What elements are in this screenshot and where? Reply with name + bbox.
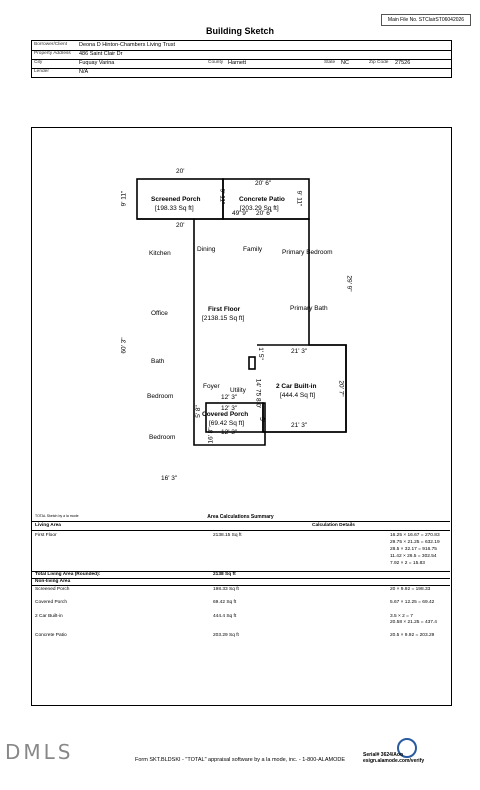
- dim-garage-width-bottom: 21' 3": [291, 422, 308, 429]
- screened-porch-label: Screened Porch: [151, 196, 201, 203]
- borrower-value: Deona D Hinton-Chambers Living Trust: [79, 42, 175, 48]
- state-label: State: [324, 60, 336, 65]
- lender-value: N/A: [79, 69, 89, 75]
- address-value: 486 Saint Clair Dr: [79, 51, 123, 57]
- room-kitchen: Kitchen: [149, 250, 171, 257]
- city-value: Fuquay Varina: [79, 60, 115, 66]
- total-value: 2138 Sq ft: [213, 572, 236, 577]
- room-bedroom-2: Bedroom: [149, 434, 176, 441]
- col-calc: Calculation Details: [312, 523, 355, 528]
- row-name: Screened Porch: [35, 587, 70, 592]
- calc-line: 29.75 × 21.25 = 632.19: [390, 540, 440, 545]
- dim-porch-width: 20': [176, 168, 185, 175]
- calc-line: 7.92 × 2 = 15.83: [390, 561, 425, 566]
- col-living: Living Area: [35, 523, 61, 528]
- first-floor-label: First Floor: [208, 306, 241, 313]
- row-area: 69.42 Sq ft: [213, 600, 237, 605]
- dim-garage-left: 14' 75 8.0': [254, 378, 262, 409]
- dim-patio-width: 20' 6": [255, 180, 272, 187]
- calc-line: 28.5 × 32.17 = 916.75: [390, 547, 437, 552]
- dim-bottom-width: 16' 3": [161, 475, 178, 482]
- row-name: Concrete Patio: [35, 633, 67, 638]
- dim-porch-bottom: 12' 3": [221, 429, 238, 436]
- serial-block: [363, 752, 424, 764]
- room-primary-bedroom: Primary Bedroom: [282, 249, 333, 256]
- address-label: Property Address: [34, 51, 71, 56]
- room-dining: Dining: [197, 246, 216, 253]
- dim-porch-depth: 9' 11": [120, 190, 128, 207]
- covered-porch-area: [69.42 Sq ft]: [209, 420, 245, 427]
- garage-label: 2 Car Built-in: [276, 383, 317, 390]
- page-title: Building Sketch: [205, 26, 274, 36]
- dim-left-side: 60' 3": [120, 337, 128, 354]
- area-summary-title: Area Calculations Summary: [207, 514, 274, 520]
- dim-garage-depth: 20' 7": [337, 380, 345, 397]
- city-label: City: [34, 60, 43, 65]
- row-calc: 20.58 × 21.25 = 437.4: [390, 620, 437, 625]
- dmls-watermark: DMLS: [5, 740, 74, 764]
- sketch-note: TOTAL Sketch by a la mode: [35, 514, 79, 518]
- serial-number: Serial# 3624/Aoo: [363, 752, 404, 758]
- first-floor-area-value: 2138.15 Sq ft: [213, 533, 242, 538]
- dim-bedroom-depth: 16' 8": [207, 427, 215, 444]
- dim-porch-right: 5': [257, 417, 265, 422]
- dim-jog: 1' 5": [256, 347, 264, 360]
- room-utility: Utility: [230, 387, 246, 394]
- calc-line: 16.25 × 16.67 = 270.83: [390, 533, 440, 538]
- row-calc: 3.5 × 2 = 7: [390, 614, 413, 619]
- dim-porch-depth: 5' 8": [194, 405, 202, 418]
- row-calc: 20.5 × 9.92 = 203.29: [390, 633, 435, 638]
- stair-box: [249, 357, 255, 369]
- zip-label: Zip Code: [369, 60, 389, 65]
- row-calc: 20 × 9.92 = 198.33: [390, 587, 431, 592]
- zip-value: 27526: [395, 60, 411, 66]
- row-area: 444.4 Sq ft: [213, 614, 237, 619]
- verify-link[interactable]: esign.alamode.com/verify: [363, 758, 425, 764]
- calc-line: 11.42 × 26.5 = 302.54: [390, 554, 437, 559]
- row-calc: 5.67 × 12.25 = 69.42: [390, 600, 435, 605]
- row-name: 2 Car Built-in: [35, 614, 63, 619]
- room-primary-bath: Primary Bath: [290, 305, 328, 312]
- total-label: Total Living Area (Rounded):: [35, 572, 101, 577]
- dim-garage-width-top: 21' 3": [291, 348, 308, 355]
- row-area: 198.33 Sq ft: [213, 587, 239, 592]
- first-floor-name: First Floor: [35, 533, 57, 538]
- row-name: Covered Porch: [35, 600, 67, 605]
- lender-label: Lender: [34, 69, 49, 74]
- first-floor-area: [2138.15 Sq ft]: [202, 315, 245, 322]
- dim-porch-inner-width: 20': [176, 222, 185, 229]
- room-bedroom-1: Bedroom: [147, 393, 174, 400]
- borrower-label: Borrower/Client: [34, 42, 68, 47]
- dim-utility-width: 12' 3": [221, 394, 238, 401]
- concrete-patio-area: [203.29 Sq ft]: [240, 205, 279, 212]
- dim-porch-top: 12' 3": [221, 405, 238, 412]
- room-office: Office: [151, 310, 168, 317]
- non-living-label: Non-living Area: [35, 579, 71, 584]
- row-area: 203.29 Sq ft: [213, 633, 239, 638]
- county-label: County: [208, 60, 224, 65]
- room-family: Family: [243, 246, 263, 253]
- main-file-number: Main File No. STClairST06042026: [381, 14, 471, 26]
- dim-patio-inner-width: 20' 6": [256, 210, 273, 217]
- garage-area: [444.4 Sq ft]: [280, 392, 316, 399]
- dim-patio-depth-right: 9' 11": [295, 190, 303, 207]
- room-bath: Bath: [151, 358, 165, 365]
- covered-porch-label: Covered Porch: [202, 411, 249, 418]
- concrete-patio-label: Concrete Patio: [239, 196, 285, 203]
- county-value: Harnett: [228, 60, 247, 66]
- dim-right-side: 29' 9": [345, 275, 353, 292]
- room-foyer: Foyer: [203, 383, 220, 390]
- screened-porch-area: [198.33 Sq ft]: [155, 205, 194, 212]
- form-footer: Form SKT.BLDSKI - "TOTAL" appraisal software by a la mode, inc. - 1-800-ALAMODE: [134, 757, 346, 763]
- dim-patio-depth-left: 9' 11": [218, 188, 226, 205]
- state-value: NC: [341, 60, 349, 66]
- dim-house-width: 49' 9": [232, 210, 249, 217]
